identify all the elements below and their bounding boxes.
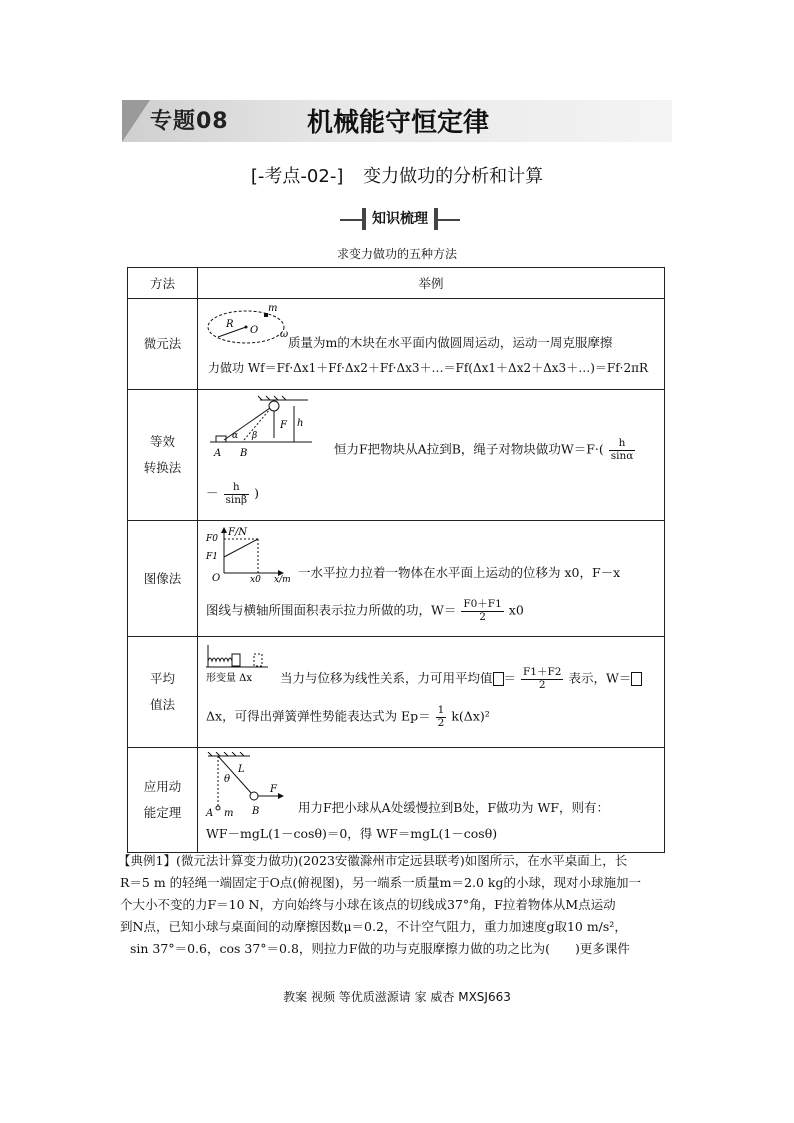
label-B: B: [240, 448, 248, 459]
method-name: 图像法: [128, 521, 198, 637]
fraction-numerator: h: [224, 482, 250, 495]
fraction-numerator: 1: [437, 704, 445, 716]
label-m: m: [268, 303, 278, 314]
example-line: 个大小不变的力F＝10 N，方向始终与小球在该点的切线成37°角，F拉着物体从M点运动: [120, 897, 616, 912]
fraction-denominator: sinβ: [225, 493, 248, 506]
fraction-denominator: sinα: [610, 449, 634, 462]
banner-title: 机械能守恒定律: [307, 108, 490, 138]
label-F1: F1: [206, 552, 218, 562]
label-h: h: [297, 418, 304, 429]
method-name-line-1: 平均: [149, 671, 175, 686]
minus-sign: －: [206, 485, 219, 501]
section-tag: [340, 208, 460, 230]
force-displacement-graph: [204, 525, 304, 583]
label-FN: F/N: [228, 527, 248, 538]
banner-corner-decoration: [122, 100, 150, 142]
fraction-average-force: [461, 599, 503, 623]
label-O: O: [212, 573, 221, 583]
label-A: A: [206, 808, 214, 818]
fraction-f1-f2: [521, 667, 563, 691]
example-paragraph: [118, 850, 678, 960]
example-line-1-tail: 表示，W＝: [568, 670, 632, 686]
example-line-2: [206, 705, 490, 729]
close-paren: ): [254, 485, 259, 501]
label-deformation: 形变量 Δx: [206, 673, 253, 684]
example-line-1: 用力F把小球从A处缓慢拉到B处，F做功为 WF，则有：: [298, 800, 610, 815]
example-cell: [198, 390, 665, 521]
example-line-1: 质量为m的木块在水平面内做圆周运动，运动一周克服摩擦: [288, 335, 613, 350]
pendulum-figure: [204, 752, 294, 818]
example-line-1-text: 当力与位移为线性关系，力可用平均值: [280, 670, 493, 686]
example-line-2: 力做功 Wf＝Ff·Δx1＋Ff·Δx2＋Ff·Δx3＋…＝Ff(Δx1＋Δx2＋Δx3＋…)＝Ff·2πR: [208, 361, 649, 375]
example-line-1-text: 恒力F把物块从A拉到B，绳子对物块做功W＝F·(: [334, 441, 604, 457]
method-name: [128, 637, 198, 748]
fraction-h-over-sin-alpha: [609, 438, 636, 462]
table-caption: 求变力做功的五种方法: [336, 247, 457, 261]
kaodian-tag: [-考点-02-]: [250, 166, 344, 187]
fraction-denominator: 2: [479, 610, 486, 623]
kaodian-heading: [0, 162, 794, 188]
table-header-row: [128, 268, 665, 299]
label-F: F: [280, 420, 287, 431]
method-name-line-1: 应用动: [143, 779, 182, 794]
footer-text: 教案 视频 等优质滋源请 家 威杏 MXSJ663: [283, 990, 511, 1004]
example-line-2: [206, 482, 259, 506]
table-row: [128, 299, 665, 390]
banner-topic: 专题08: [150, 109, 229, 134]
section-tag-label: 知识梳理: [362, 208, 438, 230]
table-row: [128, 521, 665, 637]
method-name-line-2: 能定理: [143, 805, 182, 820]
fraction-numerator: F1＋F2: [523, 666, 562, 678]
label-theta: θ: [224, 774, 231, 785]
label-m: m: [224, 808, 234, 818]
label-L: L: [238, 764, 245, 775]
label-beta: β: [252, 431, 258, 441]
kaodian-title: 变力做功的分析和计算: [363, 166, 544, 187]
example-line-1: [280, 667, 642, 691]
pulley-figure: [204, 394, 316, 462]
label-O: O: [250, 325, 259, 336]
label-B: B: [252, 806, 260, 817]
header-example: 举例: [198, 268, 665, 299]
example-line-1: [334, 438, 636, 462]
example-line: 【典例1】(微元法计算变力做功)(2023安徽滁州市定远县联考)如图所示，在水平桌面上，长: [118, 853, 628, 868]
methods-table: [127, 267, 665, 853]
fraction-one-half: [436, 705, 447, 729]
fraction-h-over-sin-beta: [224, 482, 250, 506]
example-line: sin 37°＝0.6，cos 37°＝0.8，则拉力F做的功与克服摩擦力做的功之比为( )更多课件: [130, 941, 630, 956]
example-cell: [198, 299, 665, 390]
label-x0: x0: [250, 575, 261, 583]
example-line: R＝5 m 的轻绳一端固定于O点(俯视图)，另一端系一质量m＝2.0 kg的小球，现对小球施加一: [120, 875, 641, 890]
example-cell: [198, 748, 665, 853]
fraction-denominator: 2: [437, 716, 445, 729]
label-alpha: α: [232, 431, 239, 441]
example-line-2: WF－mgL(1－cosθ)＝0，得 WF＝mgL(1－cosθ): [206, 826, 498, 841]
example-line-2-text: Δx，可得出弹簧弹性势能表达式为 Ep＝: [206, 708, 431, 724]
example-line-1: 一水平拉力拉着一物体在水平面上运动的位移为 x0，F－x: [298, 565, 621, 580]
example-line-2: [206, 599, 524, 623]
method-name-line-2: 转换法: [143, 460, 182, 475]
table-row: [128, 390, 665, 521]
example-line: 到N点，已知小球与桌面间的动摩擦因数μ＝0.2，不计空气阻力，重力加速度g取10 m/s²，: [120, 919, 627, 934]
label-xm: x/m: [274, 575, 291, 583]
example-line-2-text: 图线与横轴所围面积表示拉力所做的功，W＝: [206, 602, 457, 618]
fraction-numerator: h: [609, 438, 636, 451]
x0-symbol: x0: [508, 602, 524, 618]
header-method: 方法: [128, 268, 198, 299]
label-F0: F0: [206, 534, 218, 544]
energy-expression: k(Δx)²: [451, 708, 490, 724]
fraction-numerator: F0＋F1: [463, 598, 502, 610]
method-name: [128, 390, 198, 521]
chapter-banner: [122, 100, 672, 142]
equals-sign: ＝: [503, 670, 517, 686]
method-name-line-1: 等效: [149, 434, 175, 449]
label-R: R: [226, 319, 234, 330]
method-name: 微元法: [128, 299, 198, 390]
average-force-symbol: [631, 672, 642, 686]
label-A: A: [214, 448, 222, 459]
circular-motion-figure: [204, 303, 294, 347]
method-name-line-2: 值法: [149, 697, 175, 712]
label-omega: ω: [280, 329, 289, 340]
table-row: [128, 637, 665, 748]
example-cell: [198, 637, 665, 748]
fraction-denominator: 2: [538, 678, 546, 691]
example-cell: [198, 521, 665, 637]
table-row: [128, 748, 665, 853]
method-name: [128, 748, 198, 853]
spring-figure: [204, 641, 274, 685]
label-F: F: [270, 784, 277, 795]
average-force-symbol: [493, 672, 504, 686]
